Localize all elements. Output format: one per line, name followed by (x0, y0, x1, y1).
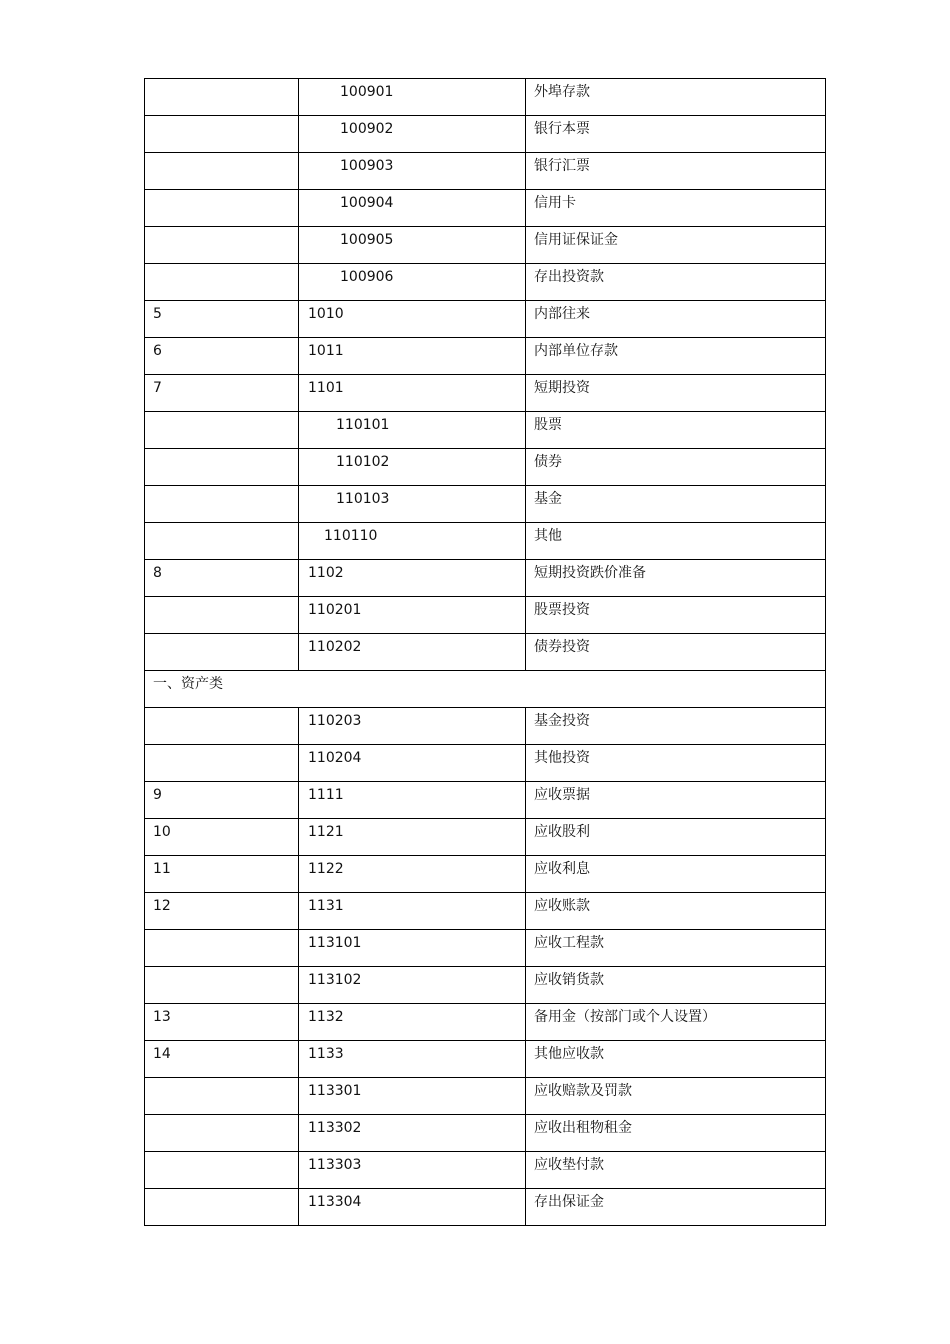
account-code-cell: 110203 (299, 708, 526, 745)
account-name-cell: 基金投资 (526, 708, 826, 745)
account-code-cell: 110101 (299, 412, 526, 449)
table-row (145, 560, 826, 597)
table-row (145, 338, 826, 375)
account-name-cell: 债券 (526, 449, 826, 486)
table-row (145, 153, 826, 190)
seq-cell: 11 (145, 856, 299, 893)
table-row (145, 967, 826, 1004)
seq-cell (145, 708, 299, 745)
account-name-cell: 短期投资 (526, 375, 826, 412)
account-name-cell: 应收工程款 (526, 930, 826, 967)
account-code-cell: 1010 (299, 301, 526, 338)
table-row (145, 1004, 826, 1041)
seq-cell (145, 227, 299, 264)
seq-cell (145, 745, 299, 782)
account-name-cell: 其他 (526, 523, 826, 560)
account-name-cell: 其他应收款 (526, 1041, 826, 1078)
account-code-cell: 110102 (299, 449, 526, 486)
seq-cell (145, 1152, 299, 1189)
seq-cell: 13 (145, 1004, 299, 1041)
table-row (145, 1115, 826, 1152)
account-name-cell: 债券投资 (526, 634, 826, 671)
seq-cell (145, 597, 299, 634)
account-code-cell: 1122 (299, 856, 526, 893)
account-name-cell: 银行本票 (526, 116, 826, 153)
table-row (145, 1189, 826, 1226)
account-name-cell: 应收垫付款 (526, 1152, 826, 1189)
account-name-cell: 应收利息 (526, 856, 826, 893)
seq-cell (145, 486, 299, 523)
seq-cell (145, 1078, 299, 1115)
account-code-cell: 100902 (299, 116, 526, 153)
account-code-cell: 100904 (299, 190, 526, 227)
account-name-cell: 存出保证金 (526, 1189, 826, 1226)
table-row (145, 893, 826, 930)
account-name-cell: 备用金（按部门或个人设置） (526, 1004, 826, 1041)
table-row (145, 597, 826, 634)
account-name-cell: 短期投资跌价准备 (526, 560, 826, 597)
seq-cell (145, 190, 299, 227)
table-row (145, 116, 826, 153)
table-row (145, 856, 826, 893)
account-name-cell: 应收股利 (526, 819, 826, 856)
account-name-cell: 基金 (526, 486, 826, 523)
account-code-cell: 1131 (299, 893, 526, 930)
table-row (145, 412, 826, 449)
account-code-cell: 1133 (299, 1041, 526, 1078)
account-code-cell: 113303 (299, 1152, 526, 1189)
seq-cell (145, 634, 299, 671)
table-row (145, 1078, 826, 1115)
account-name-cell: 银行汇票 (526, 153, 826, 190)
table-row (145, 523, 826, 560)
account-code-cell: 1011 (299, 338, 526, 375)
seq-cell: 9 (145, 782, 299, 819)
account-code-cell: 110204 (299, 745, 526, 782)
account-name-cell: 信用证保证金 (526, 227, 826, 264)
section-label: 一、资产类 (145, 671, 826, 708)
account-code-cell: 100905 (299, 227, 526, 264)
account-name-cell: 应收出租物租金 (526, 1115, 826, 1152)
account-name-cell: 股票投资 (526, 597, 826, 634)
account-code-cell: 1101 (299, 375, 526, 412)
account-name-cell: 信用卡 (526, 190, 826, 227)
seq-cell: 5 (145, 301, 299, 338)
account-code-cell: 113304 (299, 1189, 526, 1226)
table-row (145, 708, 826, 745)
seq-cell (145, 153, 299, 190)
account-code-cell: 110103 (299, 486, 526, 523)
account-code-cell: 1132 (299, 1004, 526, 1041)
account-code-cell: 1111 (299, 782, 526, 819)
table-row (145, 301, 826, 338)
seq-cell (145, 523, 299, 560)
table-row (145, 190, 826, 227)
account-code-cell: 100906 (299, 264, 526, 301)
table-row (145, 264, 826, 301)
account-name-cell: 内部单位存款 (526, 338, 826, 375)
table-row (145, 486, 826, 523)
seq-cell: 6 (145, 338, 299, 375)
seq-cell (145, 264, 299, 301)
account-code-cell: 100903 (299, 153, 526, 190)
seq-cell (145, 412, 299, 449)
account-code-cell: 113301 (299, 1078, 526, 1115)
seq-cell: 10 (145, 819, 299, 856)
account-name-cell: 应收销货款 (526, 967, 826, 1004)
account-name-cell: 应收账款 (526, 893, 826, 930)
account-code-cell: 110110 (299, 523, 526, 560)
account-code-cell: 113302 (299, 1115, 526, 1152)
account-name-cell: 应收赔款及罚款 (526, 1078, 826, 1115)
account-code-cell: 113101 (299, 930, 526, 967)
account-name-cell: 应收票据 (526, 782, 826, 819)
table-row (145, 1041, 826, 1078)
seq-cell: 7 (145, 375, 299, 412)
seq-cell (145, 1115, 299, 1152)
account-name-cell: 股票 (526, 412, 826, 449)
account-code-cell: 1102 (299, 560, 526, 597)
table-row (145, 819, 826, 856)
seq-cell: 12 (145, 893, 299, 930)
seq-cell (145, 1189, 299, 1226)
table-row (145, 782, 826, 819)
account-code-cell: 100901 (299, 79, 526, 116)
seq-cell (145, 449, 299, 486)
table-row (145, 449, 826, 486)
seq-cell: 14 (145, 1041, 299, 1078)
seq-cell (145, 116, 299, 153)
section-header-row (145, 671, 826, 708)
table-row (145, 1152, 826, 1189)
account-code-cell: 110201 (299, 597, 526, 634)
account-name-cell: 其他投资 (526, 745, 826, 782)
seq-cell (145, 930, 299, 967)
table-row (145, 634, 826, 671)
table-row (145, 745, 826, 782)
seq-cell (145, 967, 299, 1004)
table-body (145, 79, 826, 1226)
table-row (145, 227, 826, 264)
account-table (144, 78, 826, 1226)
account-name-cell: 外埠存款 (526, 79, 826, 116)
account-code-cell: 110202 (299, 634, 526, 671)
table-row (145, 930, 826, 967)
table-row (145, 79, 826, 116)
table-row (145, 375, 826, 412)
account-code-cell: 1121 (299, 819, 526, 856)
seq-cell (145, 79, 299, 116)
account-name-cell: 内部往来 (526, 301, 826, 338)
account-code-cell: 113102 (299, 967, 526, 1004)
account-name-cell: 存出投资款 (526, 264, 826, 301)
seq-cell: 8 (145, 560, 299, 597)
